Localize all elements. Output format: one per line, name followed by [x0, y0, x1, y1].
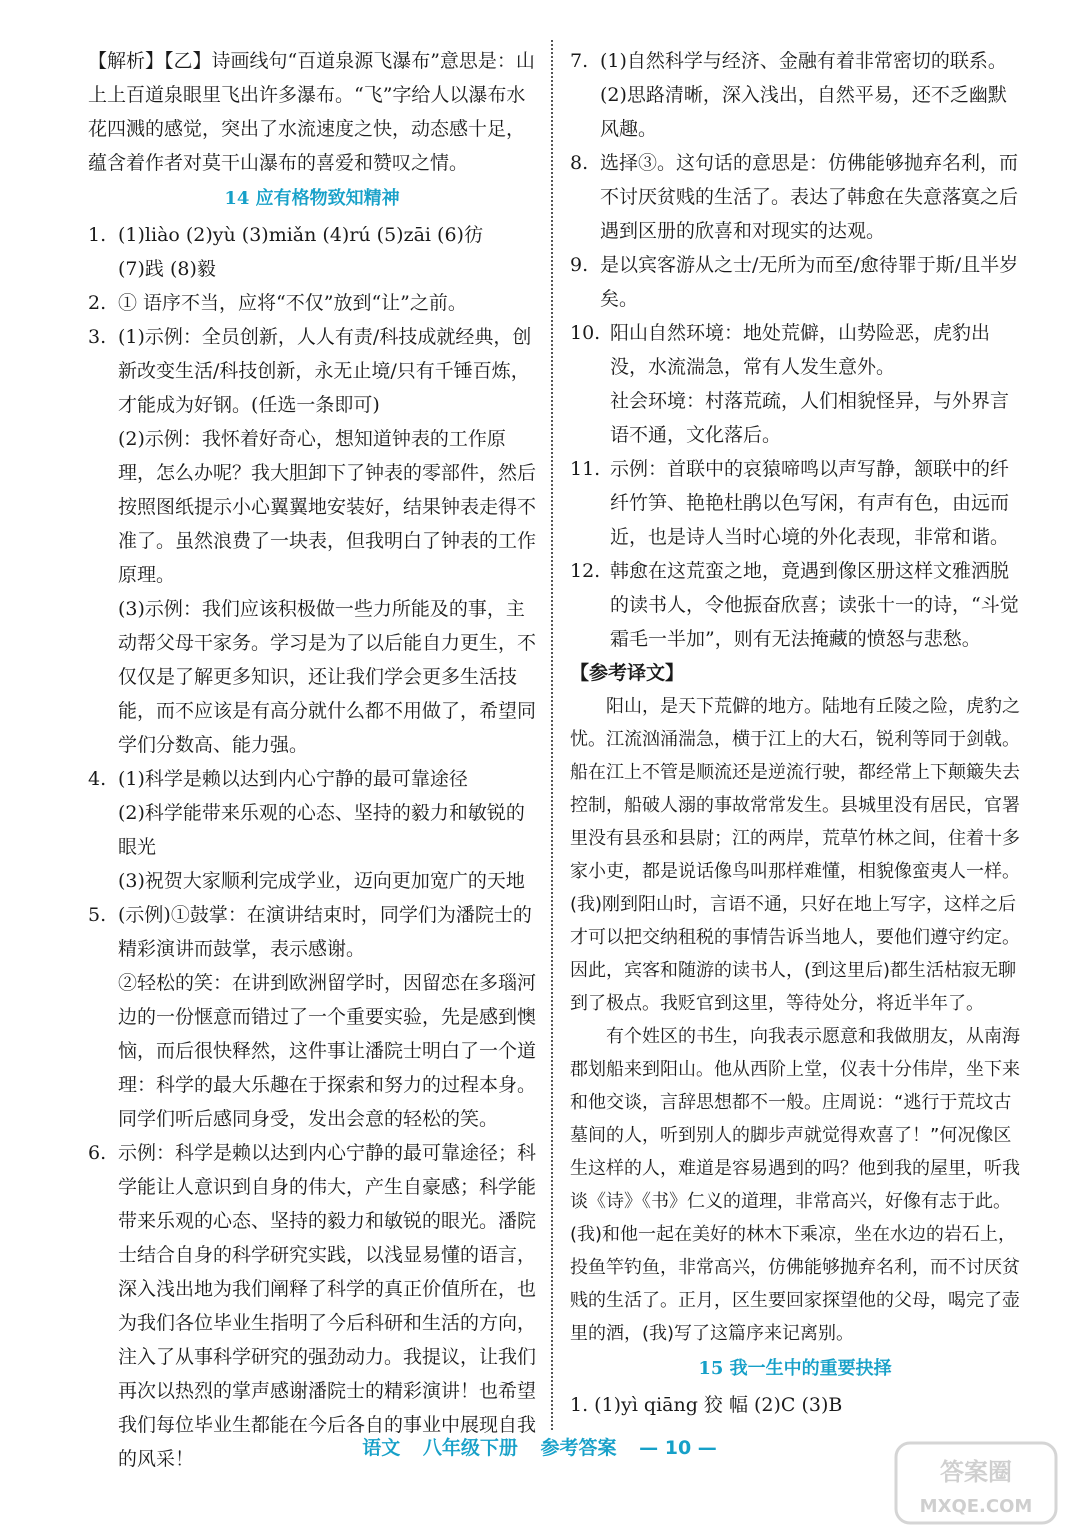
item-number: 5. — [88, 904, 107, 926]
item-number: 1. — [88, 224, 107, 246]
answer-item-15-1: 1. (1)yì qiāng 狡 幅 (2)C (3)B — [570, 1394, 843, 1416]
column-divider — [551, 40, 553, 1430]
answer-item-1 — [88, 218, 536, 252]
answer-item-3-part2: (2)示例：我怀着好奇心，想知道钟表的工作原理，怎么办呢？我大胆卸下了钟表的零部件，然后按照图纸提示小心翼翼地安装好，结果钟表走得不准了。虽然浪费了一块表，但我明白了钟表的工作原理。 — [118, 428, 537, 586]
item-number: 9. — [570, 254, 589, 276]
answer-item-5-part2: ②轻松的笑：在讲到欧洲留学时，因留恋在多瑙河边的一份惬意而错过了一个重要实验，先是感到懊恼，而后很快释然，这件事让潘院士明白了一个道理：科学的最大乐趣在于探索和努力的过程本身。同学们听后感同身受，发出会意的轻松的笑。 — [118, 972, 537, 1130]
translation-paragraph-2: 有个姓区的书生，向我表示愿意和我做朋友，从南海郡划船来到阳山。他从西阶上堂，仪表十分伟岸，坐下来和他交谈，言辞思想都不一般。庄周说：“逃行于荒坟古墓间的人，听到别人的脚步声就觉得欢喜了！”何况像区生这样的人，难道是容易遇到的吗？他到我的屋里，听我谈《诗》《书》仁义的道理，非常高兴，好像有志于此。(我)和他一起在美好的林木下乘凉，坐在水边的岩石上，投鱼竿钓鱼，非常高兴，仿佛能够抛弃名利，而不讨厌贫贱的生活了。正月，区生要回家探望他的父母，喝完了壶里的酒，(我)写了这篇序来记离别。 — [570, 1026, 1020, 1344]
answer-item-4 — [88, 762, 536, 796]
answer-item-12 — [570, 554, 1020, 656]
item-number: 11. — [570, 458, 601, 480]
item-text: 选择③。这句话的意思是：仿佛能够抛弃名利，而不讨厌贫贱的生活了。表达了韩愈在失意落寞之后遇到区册的欣喜和对现实的达观。 — [600, 152, 1019, 242]
answer-item-3-part3: (3)示例：我们应该积极做一些力所能及的事，主动帮父母干家务。学习是为了以后能自力更生，不仅仅是了解更多知识，还让我们学会更多生活技能，而不应该是有高分就什么都不用做了，希望同学们分数高、能力强。 — [118, 598, 537, 756]
right-column — [570, 44, 1020, 1422]
item-number: 4. — [88, 768, 107, 790]
watermark-logo — [891, 1438, 1061, 1528]
answer-item-6 — [88, 1136, 536, 1476]
watermark-top-text: 答案圈 — [940, 1458, 1012, 1486]
answer-item-8 — [570, 146, 1020, 248]
item-text: ① 语序不当，应将“不仅”放到“让”之前。 — [118, 292, 467, 314]
item-number: 3. — [88, 326, 107, 348]
item-text: 示例：科学是赖以达到内心宁静的最可靠途径；科学能让人意识到自身的伟大，产生自豪感；科学能带来乐观的心态、坚持的毅力和敏锐的眼光。潘院士结合自身的科学研究实践，以浅显易懂的语言，深入浅出地为我们阐释了科学的真正价值所在，也为我们各位毕业生指明了今后科研和生活的方向，注入了从事科学研究的强劲动力。我提议，让我们再次以热烈的掌声感谢潘院士的精彩演讲！也希望我们每位毕业生都能在今后各自的事业中展现自我的风采！ — [118, 1142, 537, 1470]
translation-paragraph-1: 阳山，是天下荒僻的地方。陆地有丘陵之险，虎豹之忧。江流汹涌湍急，横于江上的大石，锐利等同于剑戟。船在江上不管是顺流还是逆流行驶，都经常上下颠簸失去控制，船破人溺的事故常常发生。县城里没有居民，官署里没有县丞和县尉；江的两岸，荒草竹林之间，住着十多家小吏，都是说话像鸟叫那样难懂，相貌像蛮夷人一样。(我)刚到阳山时，言语不通，只好在地上写字，这样之后才可以把交纳租税的事情告诉当地人，要他们遵守约定。因此，宾客和随游的读书人，(到这里后)都生活枯寂无聊到了极点。我贬官到这里，等待处分，将近半年了。 — [570, 696, 1020, 1014]
footer-label: 参考答案 — [540, 1437, 617, 1459]
item-number: 7. — [570, 50, 589, 72]
left-column — [88, 44, 536, 1476]
item-text: 示例：首联中的哀猿啼鸣以声写静，颔联中的纤纤竹笋、艳艳杜鹃以色写闲，有声有色，由远而近，也是诗人当时心境的外化表现，非常和谐。 — [610, 458, 1010, 548]
answer-item-3 — [88, 320, 536, 422]
answer-item-7-part2: (2)思路清晰，深入浅出，自然平易，还不乏幽默风趣。 — [600, 84, 1007, 140]
item-text: (示例)①鼓掌：在演讲结束时，同学们为潘院士的精彩演讲而鼓掌，表示感谢。 — [118, 904, 532, 960]
reference-translation-title: 【参考译文】 — [570, 662, 685, 684]
answer-item-1-cont: (7)践 (8)毅 — [118, 258, 216, 280]
item-number: 10. — [570, 322, 601, 344]
item-number: 12. — [570, 560, 601, 582]
item-text: 是以宾客游从之士/无所为而至/愈待罪于斯/且半岁矣。 — [600, 254, 1019, 310]
section-heading-14: 14 应有格物致知精神 — [224, 188, 400, 209]
answer-item-5 — [88, 898, 536, 966]
answer-item-4-part2: (2)科学能带来乐观的心态、坚持的毅力和敏锐的眼光 — [118, 802, 525, 858]
item-number: 2. — [88, 292, 107, 314]
item-text: (1)科学是赖以达到内心宁静的最可靠途径 — [118, 768, 468, 790]
answer-item-11 — [570, 452, 1020, 554]
analysis-paragraph: 【解析】【乙】诗画线句“百道泉源飞瀑布”意思是：山上上百道泉眼里飞出许多瀑布。“飞”字给人以瀑布水花四溅的感觉，突出了水流速度之快，动态感十足，蕴含着作者对莫干山瀑布的喜爱和赞叹之情。 — [88, 50, 535, 174]
answer-item-10-part2: 社会环境：村落荒疏，人们相貌怪异，与外界言语不通，文化落后。 — [610, 390, 1010, 446]
answer-item-9 — [570, 248, 1020, 316]
answer-item-10 — [570, 316, 1020, 384]
item-text: 阳山自然环境：地处荒僻，山势险恶，虎豹出没，水流湍急，常有人发生意外。 — [610, 322, 991, 378]
item-text: (1)示例：全员创新，人人有责/科技成就经典，创新改变生活/科技创新，永无止境/只有千锤百炼，才能成为好钢。(任选一条即可) — [118, 326, 532, 416]
item-text: (1)liào (2)yù (3)miǎn (4)rú (5)zāi (6)彷 — [118, 224, 483, 246]
section-heading-15: 15 我一生中的重要抉择 — [698, 1358, 892, 1379]
item-number: 8. — [570, 152, 589, 174]
footer-subject: 语文 — [362, 1437, 401, 1459]
watermark-bottom-text: MXQE.COM — [919, 1496, 1033, 1517]
item-number: 6. — [88, 1142, 107, 1164]
answer-item-7 — [570, 44, 1020, 78]
footer-page-number: — 10 — — [639, 1437, 717, 1459]
footer-grade: 八年级下册 — [422, 1437, 518, 1459]
answer-item-2 — [88, 286, 536, 320]
answer-item-4-part3: (3)祝贺大家顺利完成学业，迈向更加宽广的天地 — [118, 870, 525, 892]
item-text: (1)自然科学与经济、金融有着非常密切的联系。 — [600, 50, 1007, 72]
item-text: 韩愈在这荒蛮之地，竟遇到像区册这样文雅洒脱的读书人，令他振奋欣喜；读张十一的诗，“斗觉霜毛一半加”，则有无法掩藏的愤怒与悲愁。 — [610, 560, 1019, 650]
